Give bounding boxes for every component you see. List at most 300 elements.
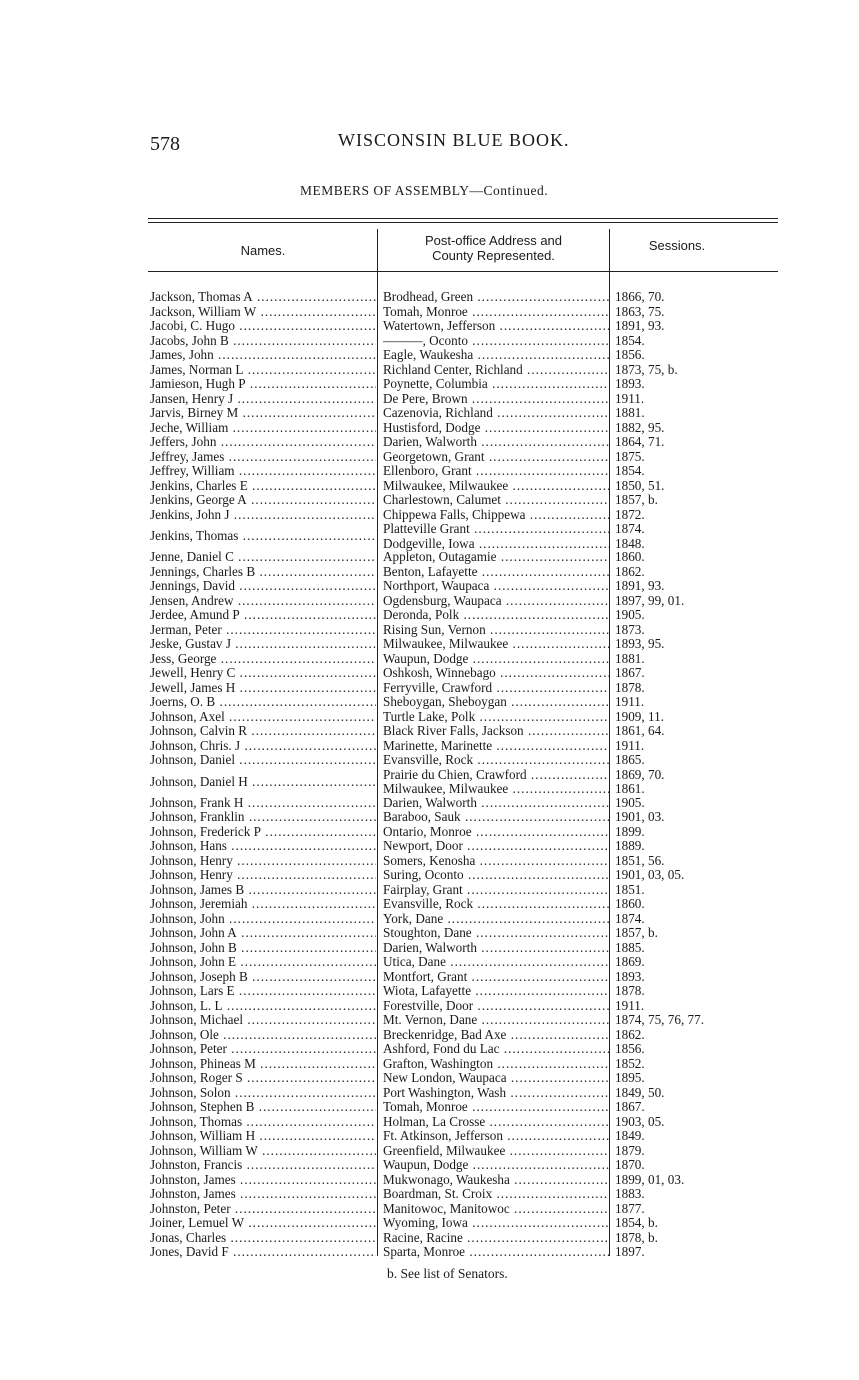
table-row bbox=[0, 392, 859, 407]
member-address bbox=[383, 565, 610, 580]
sessions-line: 1899, 01, 03. bbox=[615, 1172, 685, 1187]
member-name: Johnston, Peter ..... bbox=[150, 1202, 376, 1217]
sessions-line: 1878. bbox=[615, 984, 645, 998]
member-name: Johnson, William W ..... bbox=[150, 1144, 376, 1159]
member-address bbox=[383, 637, 610, 652]
address-line: Benton, Lafayette ..... bbox=[383, 565, 610, 580]
member-address bbox=[383, 912, 610, 927]
table-row bbox=[0, 623, 859, 638]
sessions-line: 1893. bbox=[615, 969, 645, 984]
address-line: Ft. Atkinson, Jefferson ..... bbox=[383, 1129, 610, 1144]
address-line: Montfort, Grant ..... bbox=[383, 970, 610, 985]
member-address bbox=[383, 421, 610, 436]
header-address-line1: Post-office Address and bbox=[424, 233, 563, 248]
table-row bbox=[0, 1115, 859, 1130]
table-row bbox=[0, 1013, 859, 1028]
member-sessions bbox=[615, 868, 785, 883]
sessions-line: 1885. bbox=[615, 940, 645, 955]
sessions-line: 1911. bbox=[615, 391, 645, 406]
sessions-line: 1860. bbox=[615, 897, 645, 911]
member-address bbox=[383, 839, 610, 854]
member-name: Joerns, O. B ..... bbox=[150, 695, 376, 710]
address-line: Waupun, Dodge ..... bbox=[383, 652, 610, 667]
address-line: Deronda, Polk ..... bbox=[383, 608, 610, 623]
member-table-body bbox=[0, 290, 859, 1260]
address-line: Chippewa Falls, Chippewa ..... bbox=[383, 508, 610, 523]
address-line: Baraboo, Sauk ..... bbox=[383, 810, 610, 825]
sessions-line: 1870. bbox=[615, 1158, 645, 1172]
sessions-line: 1883. bbox=[615, 1187, 645, 1201]
member-name: Jerman, Peter ..... bbox=[150, 623, 376, 638]
sessions-line: 1903, 05. bbox=[615, 1114, 665, 1129]
address-line: Port Washington, Wash ..... bbox=[383, 1086, 610, 1101]
table-row bbox=[0, 1129, 859, 1144]
member-sessions bbox=[615, 1173, 785, 1188]
member-sessions bbox=[615, 334, 785, 349]
member-sessions bbox=[615, 999, 785, 1014]
member-address bbox=[383, 464, 610, 479]
sessions-line: 1893. bbox=[615, 377, 645, 391]
sessions-line: 1877. bbox=[615, 1201, 645, 1216]
table-row bbox=[0, 464, 859, 479]
member-sessions bbox=[615, 854, 785, 869]
table-row bbox=[0, 724, 859, 739]
member-name: Johnson, Peter ..... bbox=[150, 1042, 376, 1057]
address-line: Oshkosh, Winnebago ..... bbox=[383, 666, 610, 681]
member-sessions bbox=[615, 1013, 785, 1028]
member-address bbox=[383, 608, 610, 623]
header-address-line2: County Represented. bbox=[432, 248, 555, 263]
table-row bbox=[0, 796, 859, 811]
table-row bbox=[0, 435, 859, 450]
header-names: Names. bbox=[240, 243, 286, 258]
member-address bbox=[383, 883, 610, 898]
address-line: Cazenovia, Richland ..... bbox=[383, 406, 610, 421]
sessions-line: 1875. bbox=[615, 449, 645, 464]
address-line: New London, Waupaca ..... bbox=[383, 1071, 610, 1086]
address-line: Sheboygan, Sheboygan ..... bbox=[383, 695, 610, 710]
address-line: Grafton, Washington ..... bbox=[383, 1057, 610, 1072]
table-row bbox=[0, 825, 859, 840]
member-address bbox=[383, 594, 610, 609]
table-row bbox=[0, 594, 859, 609]
sessions-line: 1905. bbox=[615, 795, 645, 810]
member-sessions bbox=[615, 1086, 785, 1101]
address-line: York, Dane ..... bbox=[383, 912, 610, 927]
member-address bbox=[383, 926, 610, 941]
sessions-line: 1849. bbox=[615, 1129, 645, 1143]
member-sessions bbox=[615, 796, 785, 811]
table-row bbox=[0, 652, 859, 667]
member-name: Jenkins, John J ..... bbox=[150, 508, 376, 523]
table-row bbox=[0, 926, 859, 941]
member-sessions bbox=[615, 897, 785, 912]
member-name: Johnson, Axel ..... bbox=[150, 710, 376, 725]
address-line: Mukwonago, Waukesha ..... bbox=[383, 1173, 610, 1188]
sessions-line: 1861, 64. bbox=[615, 724, 665, 738]
member-address bbox=[383, 290, 610, 305]
member-name: Johnston, James ..... bbox=[150, 1173, 376, 1188]
member-address bbox=[383, 623, 610, 638]
sessions-line: 1901, 03. bbox=[615, 810, 665, 824]
header-sessions: Sessions. bbox=[648, 238, 706, 253]
member-address bbox=[383, 999, 610, 1014]
member-address bbox=[383, 710, 610, 725]
member-name: Jennings, Charles B ..... bbox=[150, 565, 376, 580]
member-address bbox=[383, 984, 610, 999]
member-sessions bbox=[615, 652, 785, 667]
table-row bbox=[0, 666, 859, 681]
table-row bbox=[0, 1057, 859, 1072]
address-line: Brodhead, Green ..... bbox=[383, 290, 610, 305]
member-address bbox=[383, 768, 610, 797]
member-sessions bbox=[615, 825, 785, 840]
member-sessions bbox=[615, 926, 785, 941]
member-sessions bbox=[615, 1129, 785, 1144]
member-name: Johnson, Phineas M ..... bbox=[150, 1057, 376, 1072]
member-sessions bbox=[615, 912, 785, 927]
member-name: Johnson, Henry ..... bbox=[150, 854, 376, 869]
member-sessions bbox=[615, 1187, 785, 1202]
member-address bbox=[383, 753, 610, 768]
member-address bbox=[383, 796, 610, 811]
table-row bbox=[0, 753, 859, 768]
sessions-line: 1878, b. bbox=[615, 1230, 658, 1245]
member-name: Jackson, Thomas A ..... bbox=[150, 290, 376, 305]
table-row bbox=[0, 1216, 859, 1231]
sessions-line: 1893, 95. bbox=[615, 637, 665, 651]
member-sessions bbox=[615, 1028, 785, 1043]
address-line: Darien, Walworth ..... bbox=[383, 941, 610, 956]
member-address bbox=[383, 1144, 610, 1159]
member-address bbox=[383, 305, 610, 320]
member-name: Johnston, James ..... bbox=[150, 1187, 376, 1202]
member-sessions bbox=[615, 594, 785, 609]
member-name: Jacobi, C. Hugo ..... bbox=[150, 319, 376, 334]
sessions-line: 1905. bbox=[615, 608, 645, 622]
member-name: Jensen, Andrew ..... bbox=[150, 594, 376, 609]
table-row bbox=[0, 565, 859, 580]
member-address bbox=[383, 1187, 610, 1202]
sessions-line: 1869, 70. bbox=[615, 767, 665, 782]
member-name: Johnson, Ole ..... bbox=[150, 1028, 376, 1043]
top-rule bbox=[148, 218, 778, 219]
address-line: Rising Sun, Vernon ..... bbox=[383, 623, 610, 638]
member-name: Johnson, L. L ..... bbox=[150, 999, 376, 1014]
address-line: Richland Center, Richland ..... bbox=[383, 363, 610, 378]
member-name: Jess, George ..... bbox=[150, 652, 376, 667]
table-row bbox=[0, 508, 859, 523]
member-address bbox=[383, 1013, 610, 1028]
member-address bbox=[383, 1158, 610, 1173]
address-line: Ontario, Monroe ..... bbox=[383, 825, 610, 840]
address-line: Turtle Lake, Polk ..... bbox=[383, 710, 610, 725]
address-line: Hustisford, Dodge ..... bbox=[383, 421, 610, 436]
address-line: Tomah, Monroe ..... bbox=[383, 1100, 610, 1115]
member-sessions bbox=[615, 508, 785, 523]
member-sessions bbox=[615, 493, 785, 508]
table-row bbox=[0, 810, 859, 825]
table-row bbox=[0, 1202, 859, 1217]
member-address bbox=[383, 334, 610, 349]
sessions-line: 1862. bbox=[615, 1027, 645, 1042]
member-name: Jeffrey, William ..... bbox=[150, 464, 376, 479]
table-row bbox=[0, 955, 859, 970]
member-name: James, John ..... bbox=[150, 348, 376, 363]
table-row bbox=[0, 406, 859, 421]
sessions-line: 1850, 51. bbox=[615, 478, 665, 493]
table-row bbox=[0, 1158, 859, 1173]
member-sessions bbox=[615, 955, 785, 970]
member-name: Johnson, Stephen B ..... bbox=[150, 1100, 376, 1115]
member-address bbox=[383, 1245, 610, 1260]
sessions-line: 1854. bbox=[615, 333, 645, 348]
member-name: Johnson, Joseph B ..... bbox=[150, 970, 376, 985]
member-name: James, Norman L ..... bbox=[150, 363, 376, 378]
member-sessions bbox=[615, 1071, 785, 1086]
table-row bbox=[0, 608, 859, 623]
member-address bbox=[383, 319, 610, 334]
member-name: Jenkins, Charles E ..... bbox=[150, 479, 376, 494]
table-row bbox=[0, 305, 859, 320]
member-sessions bbox=[615, 305, 785, 320]
member-sessions bbox=[615, 450, 785, 465]
sessions-line: 1911. bbox=[615, 738, 645, 753]
member-sessions bbox=[615, 479, 785, 494]
table-row bbox=[0, 941, 859, 956]
sessions-line: 1901, 03, 05. bbox=[615, 868, 685, 882]
member-address bbox=[383, 854, 610, 869]
footnote: b. See list of Senators. bbox=[387, 1266, 508, 1281]
member-name: Johnston, Francis ..... bbox=[150, 1158, 376, 1173]
member-address bbox=[383, 724, 610, 739]
table-row bbox=[0, 883, 859, 898]
member-sessions bbox=[615, 579, 785, 594]
member-sessions bbox=[615, 406, 785, 421]
member-name: Johnson, Frederick P ..... bbox=[150, 825, 376, 840]
sessions-line: 1864, 71. bbox=[615, 435, 665, 449]
address-line: Waupun, Dodge ..... bbox=[383, 1158, 610, 1173]
member-address bbox=[383, 348, 610, 363]
address-line: Ashford, Fond du Lac ..... bbox=[383, 1042, 610, 1057]
member-name: Jackson, William W ..... bbox=[150, 305, 376, 320]
member-name: Johnson, Franklin ..... bbox=[150, 810, 376, 825]
member-sessions bbox=[615, 1231, 785, 1246]
table-row bbox=[0, 363, 859, 378]
address-line: Greenfield, Milwaukee ..... bbox=[383, 1144, 610, 1159]
member-name: Johnson, John B ..... bbox=[150, 941, 376, 956]
table-row bbox=[0, 1144, 859, 1159]
member-address bbox=[383, 681, 610, 696]
member-address bbox=[383, 508, 610, 523]
member-name: Joiner, Lemuel W ..... bbox=[150, 1216, 376, 1231]
member-sessions bbox=[615, 666, 785, 681]
section-title: MEMBERS OF ASSEMBLY—Continued. bbox=[300, 183, 549, 198]
member-sessions bbox=[615, 421, 785, 436]
table-row bbox=[0, 493, 859, 508]
member-sessions bbox=[615, 739, 785, 754]
sessions-line: 1889. bbox=[615, 839, 645, 853]
member-address bbox=[383, 435, 610, 450]
member-address bbox=[383, 1129, 610, 1144]
address-line: Milwaukee, Milwaukee ..... bbox=[383, 782, 610, 797]
sessions-line: 1897, 99, 01. bbox=[615, 593, 685, 608]
member-address bbox=[383, 1057, 610, 1072]
table-row bbox=[0, 912, 859, 927]
member-name: Johnson, Thomas ..... bbox=[150, 1115, 376, 1130]
sessions-line: 1895. bbox=[615, 1071, 645, 1085]
member-name: Johnson, John A ..... bbox=[150, 926, 376, 941]
sessions-line: 1861. bbox=[615, 781, 645, 796]
address-line: Evansville, Rock ..... bbox=[383, 753, 610, 768]
sessions-line: 1854. bbox=[615, 464, 645, 478]
member-name: Jenkins, George A ..... bbox=[150, 493, 376, 508]
member-name: Jenne, Daniel C ..... bbox=[150, 550, 376, 565]
table-row bbox=[0, 450, 859, 465]
sessions-line: 1882, 95. bbox=[615, 420, 665, 435]
table-row bbox=[0, 681, 859, 696]
table-row bbox=[0, 348, 859, 363]
member-sessions bbox=[615, 435, 785, 450]
member-name: Jonas, Charles ..... bbox=[150, 1231, 376, 1246]
sessions-line: 1849, 50. bbox=[615, 1085, 665, 1100]
member-sessions bbox=[615, 768, 785, 797]
member-name: Jenkins, Thomas ..... bbox=[150, 529, 376, 544]
member-address bbox=[383, 522, 610, 551]
member-name: Johnson, Chris. J ..... bbox=[150, 739, 376, 754]
sessions-line: 1899. bbox=[615, 824, 645, 839]
member-address bbox=[383, 739, 610, 754]
member-address bbox=[383, 1100, 610, 1115]
sessions-line: 1911. bbox=[615, 695, 645, 709]
member-name: Jewell, Henry C ..... bbox=[150, 666, 376, 681]
sessions-line: 1848. bbox=[615, 535, 645, 551]
table-row bbox=[0, 637, 859, 652]
table-row bbox=[0, 1042, 859, 1057]
table-row bbox=[0, 1028, 859, 1043]
table-row bbox=[0, 839, 859, 854]
header-address bbox=[380, 233, 607, 263]
address-line: Suring, Oconto ..... bbox=[383, 868, 610, 883]
table-row bbox=[0, 695, 859, 710]
member-address bbox=[383, 493, 610, 508]
member-name: Jewell, James H ..... bbox=[150, 681, 376, 696]
sessions-line: 1911. bbox=[615, 998, 645, 1013]
member-address bbox=[383, 1115, 610, 1130]
member-address bbox=[383, 868, 610, 883]
member-sessions bbox=[615, 290, 785, 305]
address-line: Fairplay, Grant ..... bbox=[383, 883, 610, 898]
member-name: Jansen, Henry J ..... bbox=[150, 392, 376, 407]
address-line: Mt. Vernon, Dane ..... bbox=[383, 1013, 610, 1028]
table-row bbox=[0, 999, 859, 1014]
member-sessions bbox=[615, 608, 785, 623]
table-row bbox=[0, 739, 859, 754]
table-row bbox=[0, 1245, 859, 1260]
member-sessions bbox=[615, 550, 785, 565]
member-name: Johnson, Hans ..... bbox=[150, 839, 376, 854]
member-sessions bbox=[615, 695, 785, 710]
address-line: Forestville, Door ..... bbox=[383, 999, 610, 1014]
address-line: Boardman, St. Croix ..... bbox=[383, 1187, 610, 1202]
member-address bbox=[383, 652, 610, 667]
address-line: Wyoming, Iowa ..... bbox=[383, 1216, 610, 1231]
member-name: Johnson, Michael ..... bbox=[150, 1013, 376, 1028]
member-address bbox=[383, 1231, 610, 1246]
member-name: Jennings, David ..... bbox=[150, 579, 376, 594]
running-head: WISCONSIN BLUE BOOK. bbox=[338, 130, 570, 150]
address-line: Stoughton, Dane ..... bbox=[383, 926, 610, 941]
member-sessions bbox=[615, 970, 785, 985]
sessions-line: 1874, 75, 76, 77. bbox=[615, 1013, 705, 1027]
address-line: Northport, Waupaca ..... bbox=[383, 579, 610, 594]
sessions-line: 1891, 93. bbox=[615, 319, 665, 333]
sessions-line: 1865. bbox=[615, 753, 645, 767]
sessions-line: 1852. bbox=[615, 1056, 645, 1071]
member-sessions bbox=[615, 1100, 785, 1115]
member-sessions bbox=[615, 348, 785, 363]
table-row bbox=[0, 1187, 859, 1202]
table-row bbox=[0, 421, 859, 436]
address-line: Sparta, Monroe ..... bbox=[383, 1245, 610, 1260]
member-name: Johnson, Roger S ..... bbox=[150, 1071, 376, 1086]
member-address bbox=[383, 955, 610, 970]
table-row bbox=[0, 550, 859, 565]
sessions-line: 1867. bbox=[615, 1100, 645, 1114]
member-address bbox=[383, 970, 610, 985]
address-line: Utica, Dane ..... bbox=[383, 955, 610, 970]
member-name: Johnson, William H ..... bbox=[150, 1129, 376, 1144]
member-sessions bbox=[615, 377, 785, 392]
member-sessions bbox=[615, 464, 785, 479]
member-address bbox=[383, 666, 610, 681]
member-sessions bbox=[615, 1158, 785, 1173]
table-row bbox=[0, 319, 859, 334]
table-row bbox=[0, 970, 859, 985]
table-row bbox=[0, 984, 859, 999]
sessions-line: 1869. bbox=[615, 955, 645, 969]
table-row bbox=[0, 710, 859, 725]
address-line: Poynette, Columbia ..... bbox=[383, 377, 610, 392]
address-line: Platteville Grant ..... bbox=[383, 522, 610, 537]
address-line: Marinette, Marinette ..... bbox=[383, 739, 610, 754]
member-sessions bbox=[615, 1115, 785, 1130]
member-name: Johnson, Daniel H ..... bbox=[150, 775, 376, 790]
member-name: Jones, David F ..... bbox=[150, 1245, 376, 1260]
member-sessions bbox=[615, 1202, 785, 1217]
member-sessions bbox=[615, 392, 785, 407]
sessions-line: 1867. bbox=[615, 666, 645, 680]
member-address bbox=[383, 550, 610, 565]
address-line: Newport, Door ..... bbox=[383, 839, 610, 854]
sessions-line: 1856. bbox=[615, 1042, 645, 1056]
table-row bbox=[0, 334, 859, 349]
sessions-line: 1874. bbox=[615, 522, 645, 536]
address-line: Ogdensburg, Waupaca ..... bbox=[383, 594, 610, 609]
sessions-line: 1862. bbox=[615, 564, 645, 579]
table-row bbox=[0, 290, 859, 305]
table-row bbox=[0, 1086, 859, 1101]
member-address bbox=[383, 363, 610, 378]
sessions-line: 1879. bbox=[615, 1143, 645, 1158]
sessions-line: 1878. bbox=[615, 680, 645, 695]
member-name: Johnson, James B ..... bbox=[150, 883, 376, 898]
address-line: De Pere, Brown ..... bbox=[383, 392, 610, 407]
sessions-line: 1860. bbox=[615, 550, 645, 564]
address-line: ———, Oconto ..... bbox=[383, 334, 610, 349]
member-address bbox=[383, 1086, 610, 1101]
address-line: Darien, Walworth ..... bbox=[383, 435, 610, 450]
